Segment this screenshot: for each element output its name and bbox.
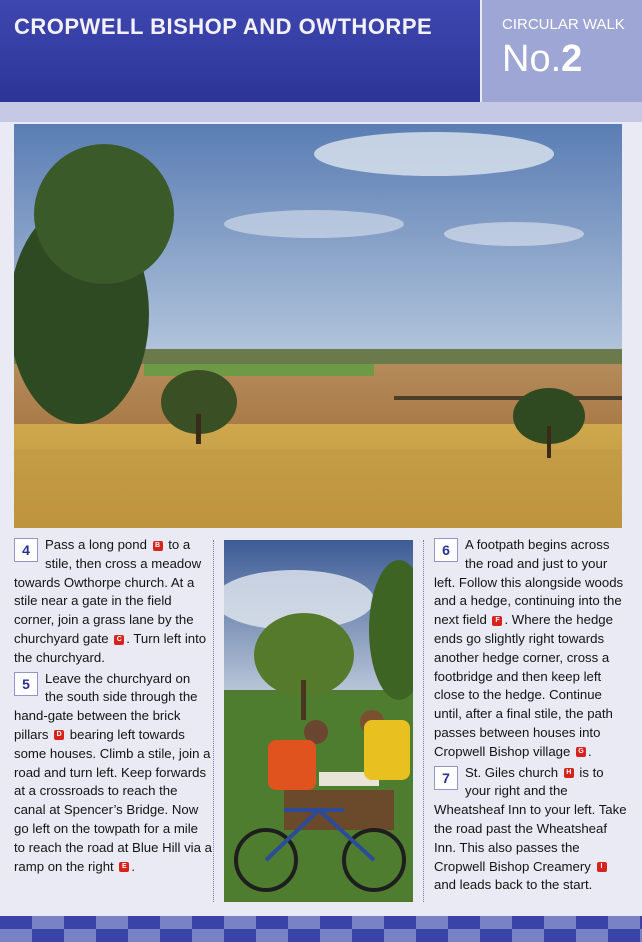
- cyclists-photo: [224, 540, 413, 902]
- step-number: 6: [434, 538, 458, 562]
- map-marker-icon: I: [597, 862, 607, 872]
- map-marker-icon: B: [153, 541, 163, 551]
- walk-number-box: [482, 0, 642, 102]
- map-marker-icon: D: [54, 730, 64, 740]
- title-bar: [0, 0, 480, 102]
- step-7: [434, 764, 630, 896]
- header-strip: [0, 102, 642, 122]
- step-5: [14, 670, 212, 877]
- landscape-photo: [14, 124, 622, 528]
- step-number: 7: [434, 766, 458, 790]
- step-text: St. Giles church H is to your right and the Wheatsheaf Inn to your left. Take the road past the Wheatsheaf Inn. This also passes the Cropwell Bishop Creamery I and leads back to the start.: [434, 764, 627, 893]
- footer-checker-band: [0, 916, 642, 942]
- walk-number: No.2: [502, 38, 583, 80]
- map-marker-icon: F: [492, 616, 502, 626]
- map-marker-icon: G: [576, 747, 586, 757]
- map-marker-icon: E: [119, 862, 129, 872]
- column-divider: [213, 540, 214, 902]
- text-column-left: [14, 536, 212, 876]
- step-number: 5: [14, 672, 38, 696]
- step-text: Pass a long pond B to a stile, then cross a meadow towards Owthorpe church. At a stile near a gate in the field corner, join a grass lane by the churchyard gate C . Turn left into the churchyard.: [14, 537, 207, 665]
- text-column-right: [434, 536, 630, 895]
- step-6: [434, 536, 630, 762]
- walk-label: CIRCULAR WALK: [502, 16, 625, 33]
- column-divider: [423, 540, 424, 902]
- map-marker-icon: C: [114, 635, 124, 645]
- map-marker-icon: H: [564, 768, 574, 778]
- step-text: Leave the churchyard on the south side through the hand-gate between the brick pillars D bearing left towards some houses. Climb a stile, join a road and turn left. Keep forwards at a crossroads to reach the canal at Spencer’s Bridge. Now go left on the towpath for a mile to reach the road at Blue Hill via a ramp on the right E .: [14, 670, 212, 874]
- header: [0, 0, 642, 102]
- step-number: 4: [14, 538, 38, 562]
- page-title: CROPWELL BISHOP AND OWTHORPE: [14, 14, 433, 39]
- step-text: A footpath begins across the road and just to your left. Follow this alongside woods and a hedge, continuing into the next field F . Where the hedge ends go slightly right towards another hedge corner, cross a footbridge and then keep left close to the hedge. Continue until, after a final stile, the path passes between houses into Cropwell Bishop village G .: [434, 537, 624, 759]
- step-4: [14, 536, 212, 668]
